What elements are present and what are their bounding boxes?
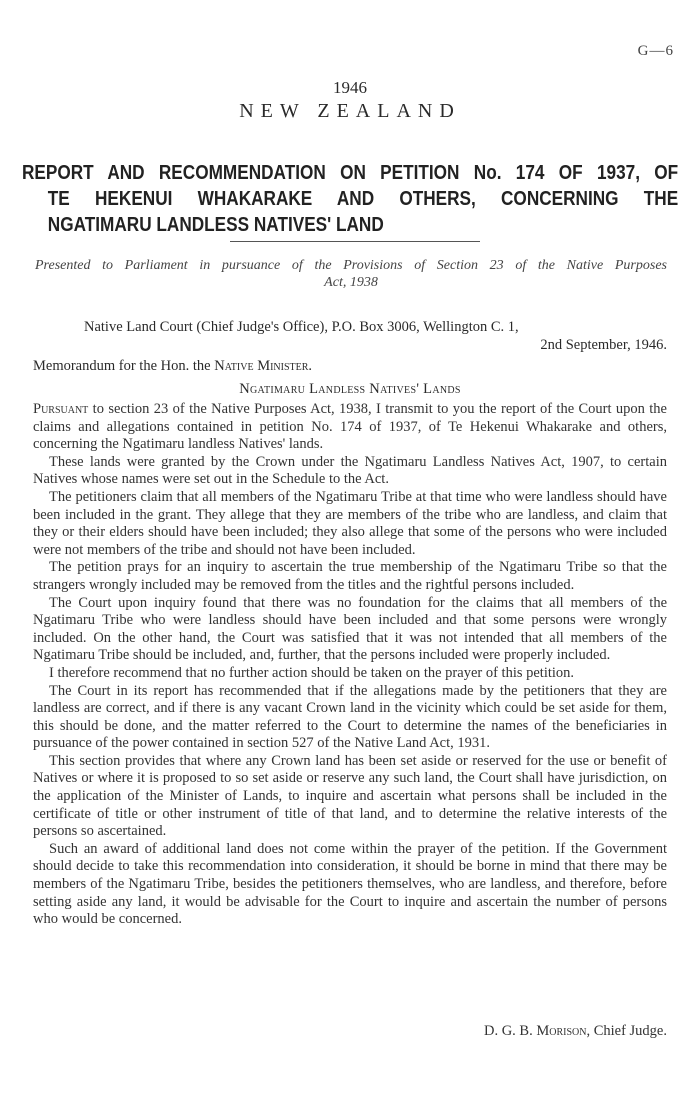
letter-date: 2nd September, 1946. [540,337,667,353]
document-year: 1946 [333,78,367,97]
memo-line [33,357,312,375]
paragraph-1-lead: Pursuant [33,401,89,417]
section-heading: Ngatimaru Landless Natives' Lands [239,381,461,397]
country-heading: NEW ZEALAND [239,100,461,122]
report-title [22,160,678,238]
memo-recipient: Native Minister. [214,358,313,374]
paragraph-4: The petition prays for an inquiry to ascertain the true membership of the Ngatimaru Tribe so that the strangers wrongly included may be removed from the titles and the rightful persons included. [33,559,667,593]
signature [484,1023,667,1040]
paragraph-2: These lands were granted by the Crown under the Ngatimaru Landless Natives Act, 1907, to certain Natives whose names were set out in the Schedule to the Act. [33,453,667,488]
title-line-2: TE HEKENUI WHAKARAKE AND OTHERS, CONCERNING THE [47,188,679,210]
title-divider [230,241,480,242]
signatory-name: D. G. B. Morison [483,1023,587,1039]
presentation-line-2: Act, 1938 [324,275,378,290]
presentation-line-1: Presented to Parliament in pursuance of the Provisions of Section 23 of the Native Purposes [35,258,667,273]
signatory-title: , Chief Judge. [586,1023,667,1039]
report-body [33,401,667,929]
page-reference: G—6 [637,43,674,59]
paragraph-1 [33,401,667,454]
office-address [84,318,667,354]
paragraph-3: The petitioners claim that all members of the Ngatimaru Tribe at that time who were landless should have been included in the grant. They allege that they are members of the tribe who are landless, and claim that they or their elders should have been included; they also allege that some of the persons who were included were not members of the tribe and should not have been included. [33,488,667,558]
title-line-1: REPORT AND RECOMMENDATION ON PETITION No. 174 OF 1937, OF [22,162,679,184]
paragraph-1-text: to section 23 of the Native Purposes Act, 1938, I transmit to you the report of the Court upon the claims and allegations contained in petition No. 174 of 1937, of Te Hekenui Whakarake and others, concerning the Ngatimaru landless Natives' lands. [33,401,667,453]
title-line-3: NGATIMARU LANDLESS NATIVES' LAND [47,214,384,236]
paragraph-8: This section provides that where any Crown land has been set aside or reserved for the use or benefit of Natives or where it is proposed to so set aside or reserve any such land, the Court shall have jurisdiction, on the application of the Minister of Lands, to inquire and ascertain what persons shall be included in the certificate of title or other instrument of title of that land, and to determine the relative interests of the persons so ascertained. [33,752,667,840]
paragraph-5: The Court upon inquiry found that there was no foundation for the claims that all members of the Ngatimaru Tribe who were landless should have been included and that some persons were wrongly included. On the other hand, the Court was satisfied that it was not intended that all members of the Ngatimaru Tribe should be included, and, further, that the persons included were properly included. [33,594,667,664]
paragraph-7: The Court in its report has recommended that if the allegations made by the petitioners that they are landless are correct, and if there is any vacant Crown land in the vicinity which could be set aside for them, this should be done, and the matter referred to the Court to determine the names of the beneficiaries in pursuance of the power contained in section 527 of the Native Land Act, 1931. [33,682,667,752]
address-line: Native Land Court (Chief Judge's Office), P.O. Box 3006, Wellington C. 1, [84,319,519,335]
memo-prefix: Memorandum for the Hon. the [33,358,215,374]
paragraph-9: Such an award of additional land does not come within the prayer of the petition. If the Government should decide to take this recommendation into consideration, it should be borne in mind that there may be members of the Ngatimaru Tribe, besides the petitioners themselves, who are landless, and therefore, before setting aside any land, it would be advisable for the Court to inquire and ascertain the number of persons who would be concerned. [33,840,667,928]
paragraph-6: I therefore recommend that no further action should be taken on the prayer of this petition. [49,664,575,681]
presentation-note [35,257,667,291]
